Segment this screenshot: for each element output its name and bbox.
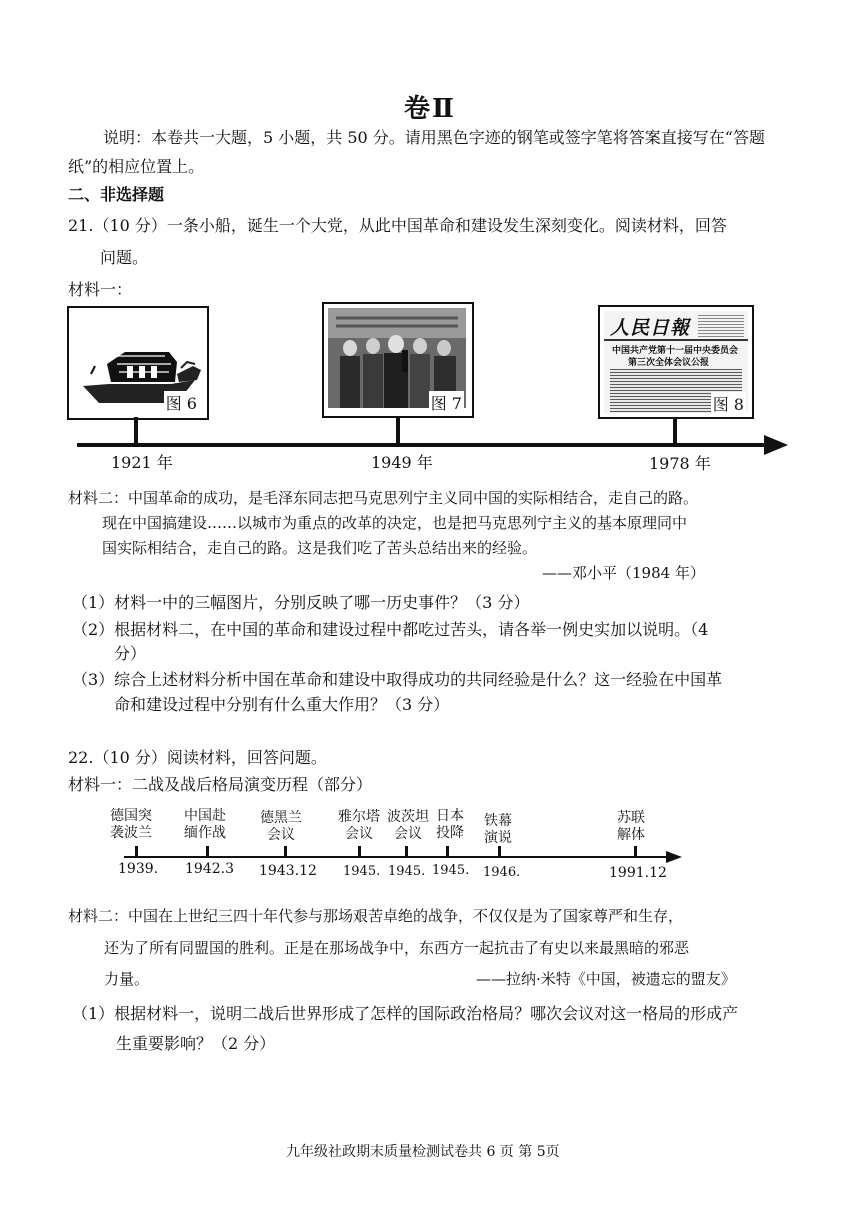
q22-material2-source: ——拉纳·米特《中国，被遗忘的盟友》 xyxy=(476,970,736,988)
q22-sub-question-1-line-1: （1）根据材料一，说明二战后世界形成了怎样的国际政治格局？哪次会议对这一格局的形成产 xyxy=(72,1004,739,1023)
q22-material2-line-1: 材料二：中国在上世纪三四十年代参与那场艰苦卓绝的战争，不仅仅是为了国家尊严和生存， xyxy=(68,907,684,925)
section-heading: 二、非选择题 xyxy=(68,185,165,204)
q22-material2-line-3: 力量。 xyxy=(104,970,150,988)
timeline-year-1978: 1978 年 xyxy=(649,454,711,473)
tick-1942 xyxy=(206,846,209,856)
page-footer: 九年级社政期末质量检测试卷共 6 页 第 5页 xyxy=(286,1144,560,1160)
event-china-burma-expedition: 中国赴 缅作战 xyxy=(184,808,226,841)
q22-sub-question-1-line-2: 生重要影响？（2 分） xyxy=(116,1034,276,1053)
timeline-year-1949: 1949 年 xyxy=(371,453,433,472)
event-germany-invades-poland: 德国突 袭波兰 xyxy=(110,808,152,841)
figure-6-red-boat xyxy=(67,306,209,420)
q21-stem-line-2: 问题。 xyxy=(100,248,149,267)
q21-material2-line-1: 材料二：中国革命的成功，是毛泽东同志把马克思列宁主义同中国的实际相结合，走自己的路。 xyxy=(68,489,699,507)
q22-material1-label: 材料一：二战及战后格局演变历程（部分） xyxy=(68,775,373,794)
exam-part-title: 卷Ⅱ xyxy=(404,94,456,124)
figure-8-label: 图 8 xyxy=(711,392,746,415)
figure-6-label: 图 6 xyxy=(164,391,199,414)
newspaper-headline-2: 第三次全体会议公报 xyxy=(628,358,710,368)
year-1946: 1946. xyxy=(483,865,521,880)
figure-7-founding-ceremony xyxy=(322,302,474,418)
q21-material2-line-2: 现在中国搞建设……以城市为重点的改革的决定，也是把马克思列宁主义的基本原理同中 xyxy=(102,514,688,532)
instructions-line-1: 说明：本卷共一大题，5 小题，共 50 分。请用黑色字迹的钢笔或签字笔将答案直接写在“答题 xyxy=(103,128,765,147)
event-japan-surrender: 日本 投降 xyxy=(436,808,464,841)
instructions-line-2: 纸”的相应位置上。 xyxy=(68,157,205,176)
tick-1939 xyxy=(135,846,138,856)
q22-stem: 22.（10 分）阅读材料，回答问题。 xyxy=(68,748,327,767)
tick-1945-surrender xyxy=(446,846,449,856)
timeline-tick-1978 xyxy=(673,419,677,444)
tick-1945-yalta xyxy=(358,846,361,856)
q21-material2-source: ——邓小平（1984 年） xyxy=(542,564,705,582)
timeline-axis xyxy=(77,443,769,447)
figure-8-third-plenum-newspaper xyxy=(598,305,754,419)
tick-1946 xyxy=(498,846,501,856)
q21-sub-question-3-line-2: 命和建设过程中分别有什么重大作用？（3 分） xyxy=(114,695,450,714)
timeline2-arrow-icon xyxy=(666,851,682,863)
figure-7-label: 图 7 xyxy=(429,391,464,414)
year-1942: 1942.3 xyxy=(185,861,234,877)
event-yalta-conference: 雅尔塔 会议 xyxy=(338,809,380,842)
timeline-tick-1949 xyxy=(396,418,400,444)
event-iron-curtain-speech: 铁幕 演说 xyxy=(484,813,512,846)
q21-sub-question-2-line-1: （2）根据材料二，在中国的革命和建设过程中都吃过苦头，请各举一例史实加以说明。（4 xyxy=(72,620,709,639)
year-1939: 1939. xyxy=(118,861,159,877)
newspaper-headline-1: 中国共产党第十一届中央委员会 xyxy=(612,346,739,356)
event-soviet-dissolution: 苏联 解体 xyxy=(617,810,645,843)
timeline-year-1921: 1921 年 xyxy=(111,453,173,472)
timeline2-axis xyxy=(124,856,669,858)
q22-material2-line-2: 还为了所有同盟国的胜利。正是在那场战争中，东西方一起抗击了有史以来最黑暗的邪恶 xyxy=(104,939,690,957)
event-potsdam-conference: 波茨坦 会议 xyxy=(387,809,429,842)
event-tehran-conference: 德黑兰 会议 xyxy=(260,810,302,843)
year-1991: 1991.12 xyxy=(609,865,667,881)
timeline-tick-1921 xyxy=(134,417,138,444)
year-1945-potsdam: 1945. xyxy=(388,864,426,879)
tick-1943 xyxy=(284,846,287,856)
q21-material2-line-3: 国实际相结合，走自己的路。这是我们吃了苦头总结出来的经验。 xyxy=(102,539,538,557)
timeline-arrow-icon xyxy=(764,435,788,455)
q21-sub-question-1: （1）材料一中的三幅图片，分别反映了哪一历史事件？（3 分） xyxy=(72,593,530,612)
tick-1991 xyxy=(634,846,637,856)
masthead-side-text xyxy=(698,315,744,337)
q21-sub-question-3-line-1: （3）综合上述材料分析中国在革命和建设中取得成功的共同经验是什么？这一经验在中国革 xyxy=(72,670,723,689)
q21-sub-question-2-line-2: 分） xyxy=(114,644,147,663)
q21-material1-label: 材料一： xyxy=(68,280,133,299)
tick-1945-potsdam xyxy=(405,846,408,856)
q21-stem-line-1: 21.（10 分）一条小船，诞生一个大党，从此中国革命和建设发生深刻变化。阅读材料，回答 xyxy=(68,216,727,235)
newspaper-masthead: 人民日報 xyxy=(610,317,691,339)
year-1945-surrender: 1945. xyxy=(432,863,470,878)
year-1945-yalta: 1945. xyxy=(343,864,381,879)
year-1943: 1943.12 xyxy=(259,863,317,879)
